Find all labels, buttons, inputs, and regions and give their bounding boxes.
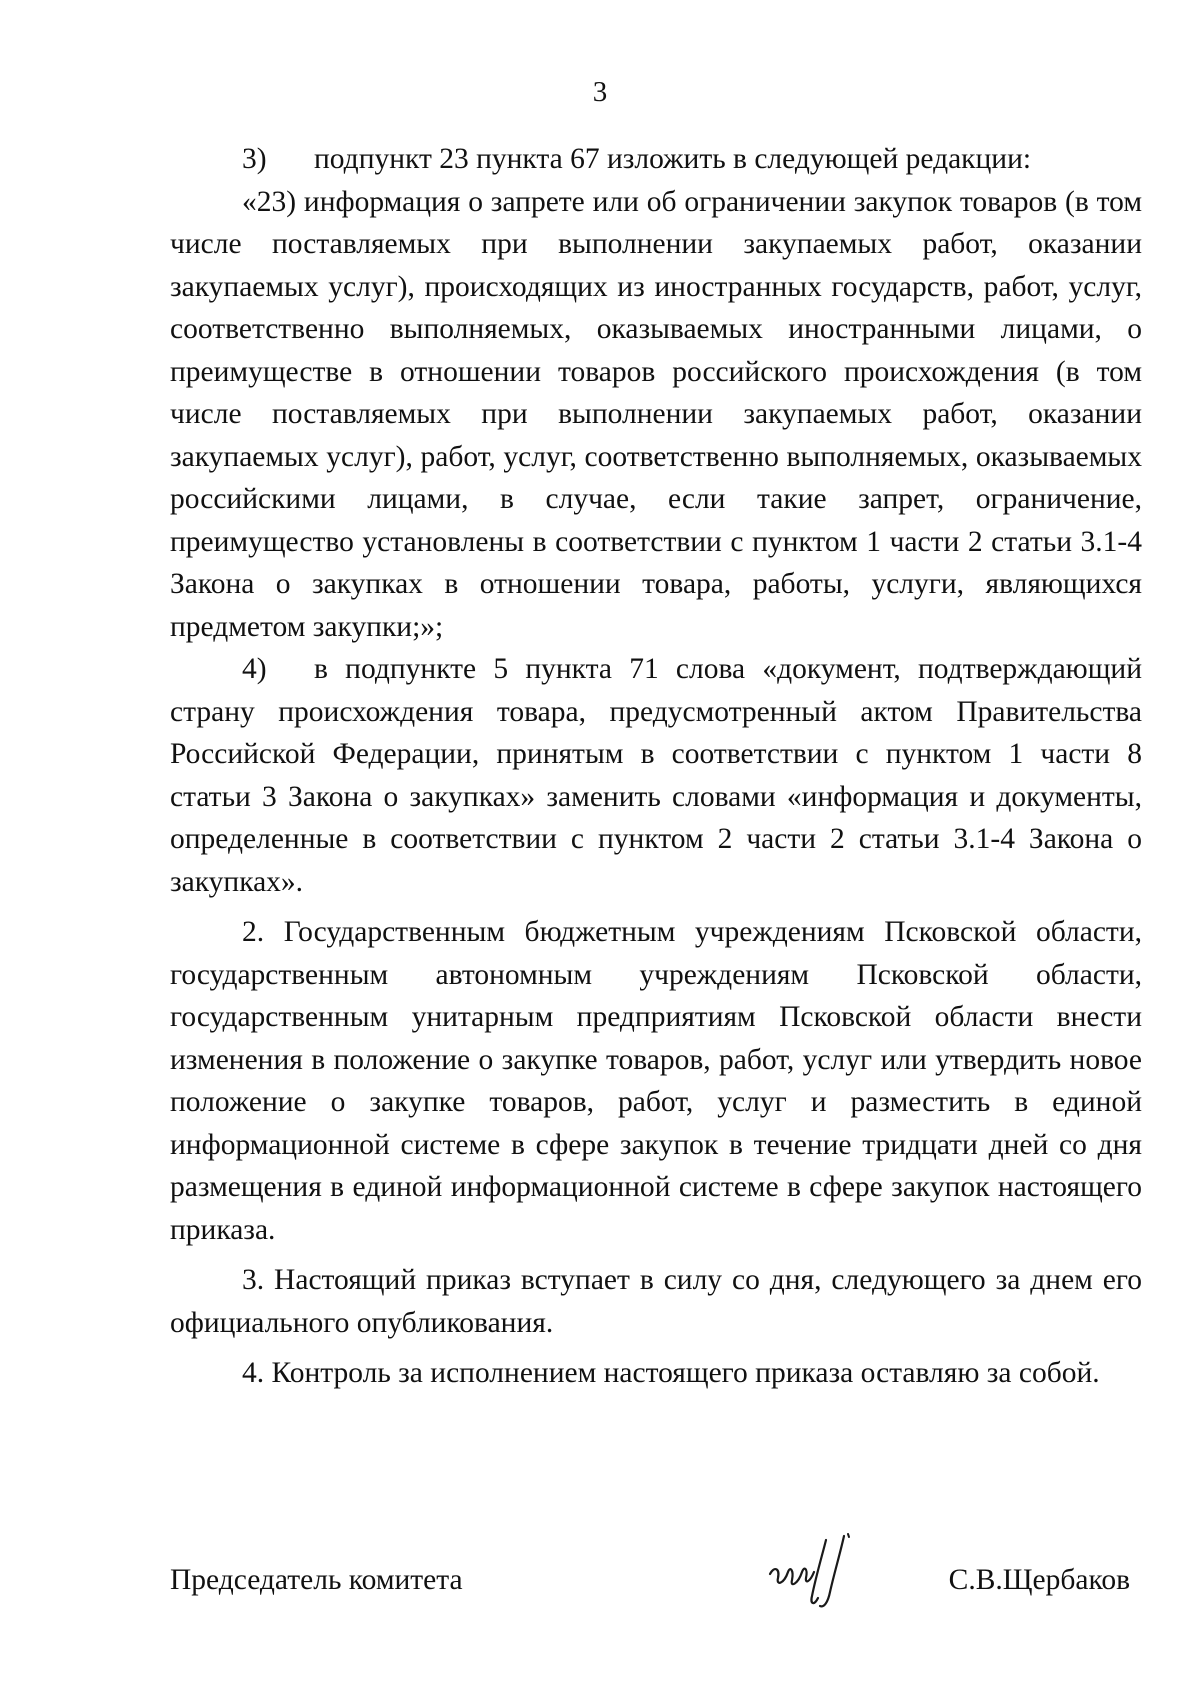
signatory-name: С.В.Щербаков — [948, 1564, 1130, 1596]
handwritten-signature — [760, 1532, 870, 1612]
paragraph-clause-2: 2. Государственным бюджетным учреждениям Псковской области, государственным автономным учреждениям Псковской области, государственным унитарным предприятиям Псковской области внести изменения в положение о закупке товаров, работ, услуг или утвердить новое положение о закупке товаров, работ, услуг и разместить в единой информационной системе в сфере закупок в течение тридцати дней со дня размещения в единой информационной системе в сфере закупок настоящего приказа. — [170, 916, 1142, 1246]
signatory-position: Председатель комитета — [170, 1564, 463, 1596]
paragraph-quote-23: «23) информация о запрете или об ограничении закупок товаров (в том числе поставляемых при выполнении закупаемых работ, оказании закупаемых услуг), происходящих из иностранных государств, работ, услуг, соответственно выполняемых, оказываемых иностранными лицами, о преимуществе в отношении товаров российского происхождения (в том числе поставляемых при выполнении закупаемых работ, оказании закупаемых услуг), работ, услуг, соответственно выполняемых, оказываемых российскими лицами, в случае, если такие запрет, ограничение, преимущество установлены в соответствии с пунктом 1 части 2 статьи 3.1-4 Закона о закупках в отношении товара, работы, услуги, являющихся предметом закупки;»; — [170, 185, 1142, 643]
paragraph-clause-3: 3. Настоящий приказ вступает в силу со дня, следующего за днем его официального опубликования. — [170, 1264, 1142, 1339]
paragraph-clause-4: 4. Контроль за исполнением настоящего приказа оставляю за собой. — [242, 1357, 1100, 1389]
document-body — [170, 138, 1142, 1395]
paragraph-item-4 — [170, 648, 1142, 903]
item-number: 4) — [242, 653, 267, 685]
signature-block — [170, 1560, 1130, 1620]
item-number: 3) — [242, 143, 267, 175]
paragraph-item-3 — [170, 138, 1142, 181]
paragraph-text: в подпункте 5 пункта 71 слова «документ, подтверждающий страну происхождения товара, предусмотренный актом Правительства Российской Федерации, принятым в соответствии с пунктом 1 части 8 статьи 3 Закона о закупках» заменить словами «информация и документы, определенные в соответствии с пунктом 2 части 2 статьи 3.1-4 Закона о закупках». — [170, 653, 1142, 898]
page-number: 3 — [592, 76, 608, 108]
paragraph-text: подпункт 23 пункта 67 изложить в следующей редакции: — [314, 143, 1032, 175]
